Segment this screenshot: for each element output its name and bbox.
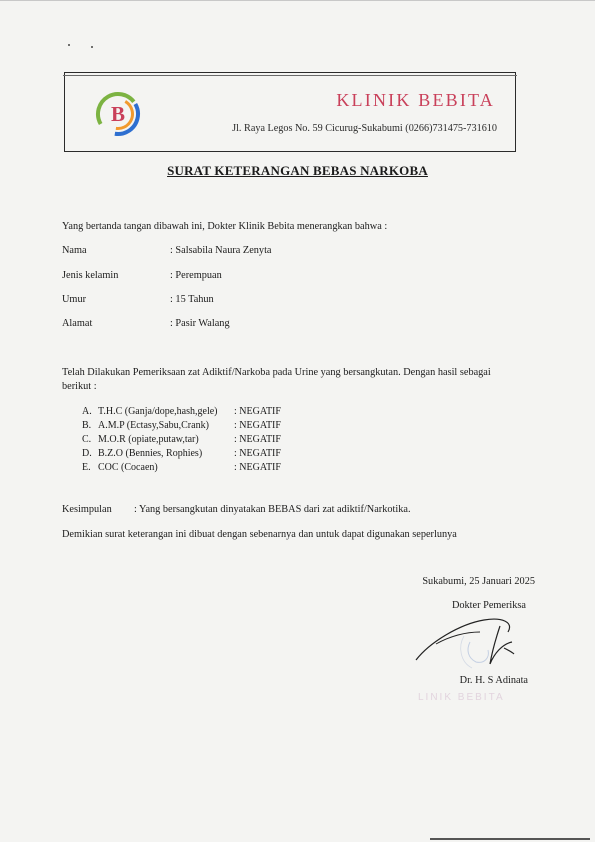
test-letter: D. — [82, 448, 92, 459]
exam-text-line-2: berikut : — [62, 381, 97, 392]
stamp-watermark: LINIK BEBITA — [418, 692, 505, 703]
page-edge-line — [0, 0, 595, 1]
signer-name: Dr. H. S Adinata — [459, 675, 528, 686]
test-result: : NEGATIF — [234, 448, 281, 459]
test-result: : NEGATIF — [234, 406, 281, 417]
test-name: B.Z.O (Bennies, Rophies) — [98, 448, 203, 459]
identity-value: : 15 Tahun — [170, 294, 214, 305]
letterhead — [64, 72, 516, 152]
closing-text: Demikian surat keterangan ini dibuat dengan sebenarnya dan untuk dapat digunakan seperlunya — [62, 529, 457, 540]
signature-image — [410, 602, 538, 684]
scan-speck — [91, 46, 93, 48]
identity-label: Umur — [62, 294, 87, 305]
svg-text:B: B — [110, 102, 126, 126]
test-letter: C. — [82, 434, 92, 445]
page-edge-line — [430, 838, 590, 840]
identity-label: Alamat — [62, 318, 93, 329]
identity-label: Jenis kelamin — [62, 270, 119, 281]
scan-speck — [68, 44, 70, 46]
exam-text-line-1: Telah Dilakukan Pemeriksaan zat Adiktif/Narkoba pada Urine yang bersangkutan. Dengan hasil sebagai — [62, 367, 491, 378]
intro-text: Yang bertanda tangan dibawah ini, Dokter Klinik Bebita menerangkan bahwa : — [62, 221, 388, 232]
identity-value: : Pasir Walang — [170, 318, 230, 329]
test-result: : NEGATIF — [234, 462, 281, 473]
test-letter: E. — [82, 462, 91, 473]
place-date: Sukabumi, 25 Januari 2025 — [422, 576, 535, 587]
test-letter: B. — [82, 420, 92, 431]
signer-role: Dokter Pemeriksa — [451, 600, 526, 611]
conclusion-label: Kesimpulan — [62, 504, 112, 515]
conclusion-text: : Yang bersangkutan dinyatakan BEBAS dari zat adiktif/Narkotika. — [134, 504, 411, 515]
test-name: A.M.P (Ectasy,Sabu,Crank) — [98, 420, 209, 431]
test-name: T.H.C (Ganja/dope,hash,gele) — [98, 406, 218, 417]
document-title: SURAT KETERANGAN BEBAS NARKOBA — [167, 163, 428, 178]
test-result: : NEGATIF — [234, 420, 281, 431]
test-name: COC (Cocaen) — [98, 462, 158, 473]
identity-label: Nama — [62, 245, 87, 256]
identity-value: : Salsabila Naura Zenyta — [170, 245, 272, 256]
test-letter: A. — [82, 406, 92, 417]
clinic-name: KLINIK BEBITA — [336, 90, 495, 110]
test-result: : NEGATIF — [234, 434, 281, 445]
identity-value: : Perempuan — [170, 270, 222, 281]
test-name: M.O.R (opiate,putaw,tar) — [98, 434, 199, 445]
clinic-address: Jl. Raya Legos No. 59 Cicurug-Sukabumi (0266)731475-731610 — [232, 123, 497, 134]
